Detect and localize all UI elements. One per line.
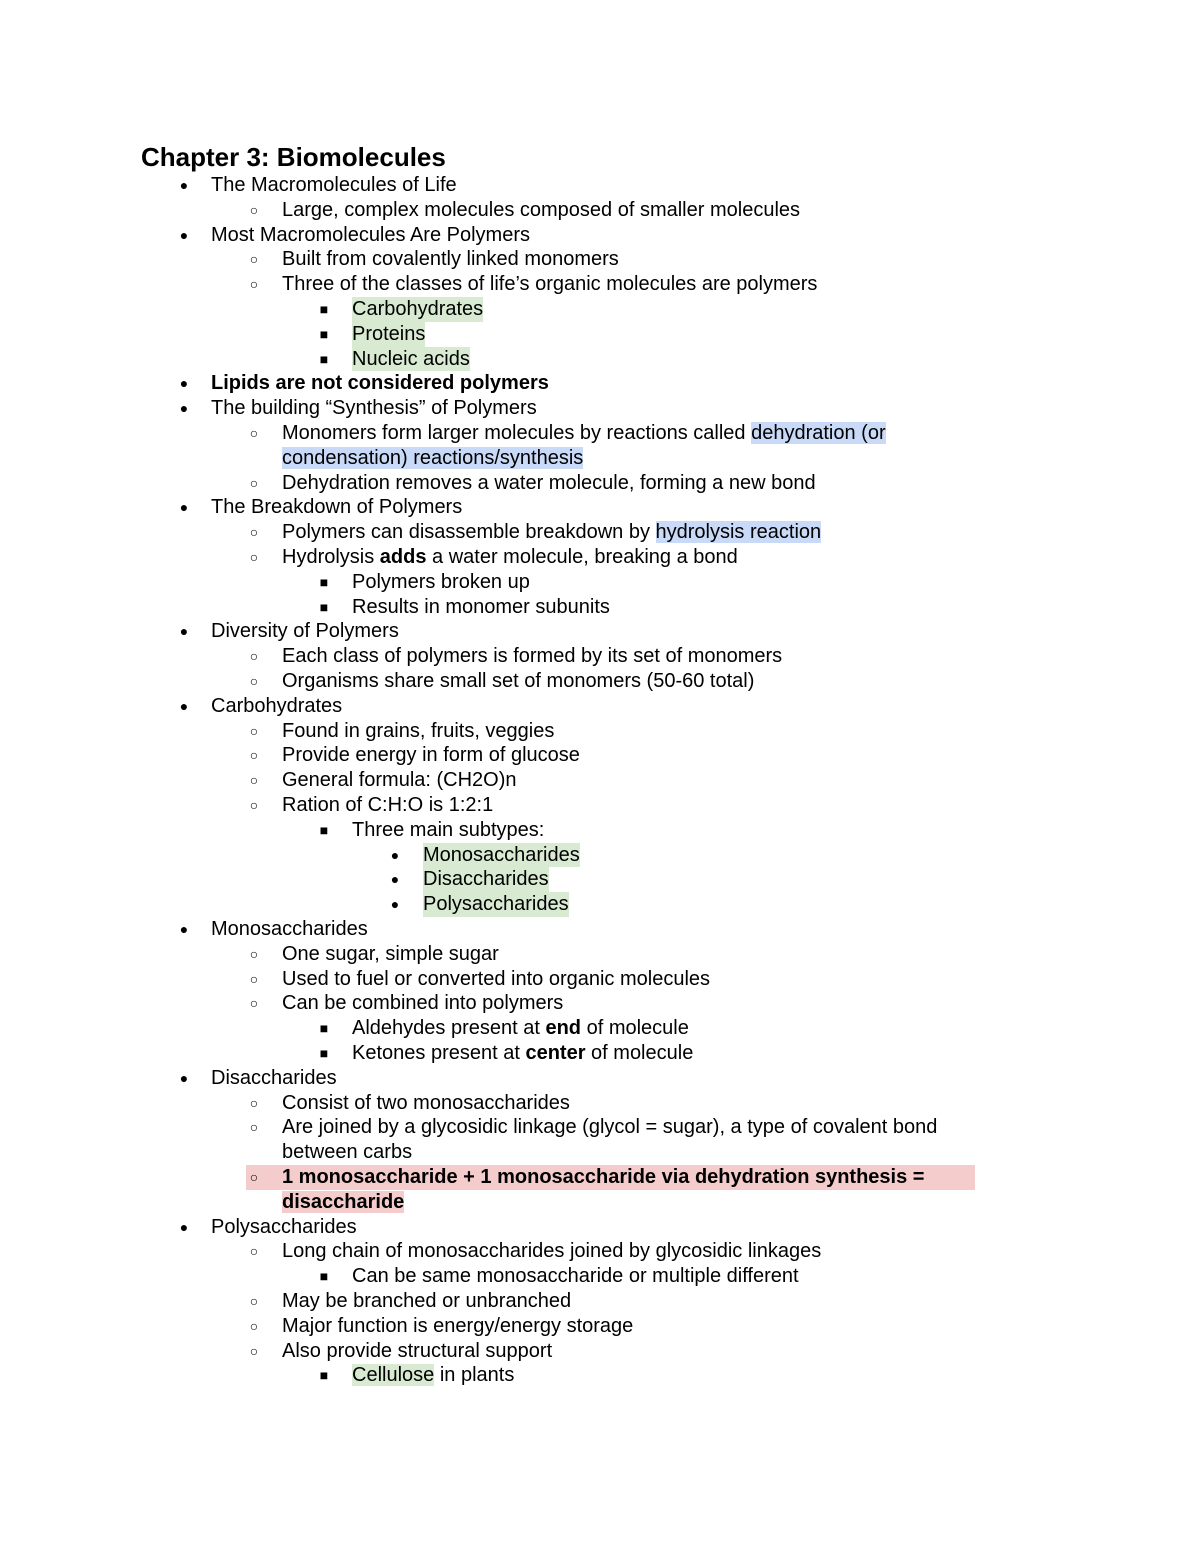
- bullet-icon: ■: [319, 1020, 329, 1037]
- text-run: May be branched or unbranched: [282, 1290, 572, 1312]
- outline-item: [0, 198, 1200, 223]
- bullet-icon: ●: [179, 177, 189, 193]
- bullet-icon: ○: [249, 995, 259, 1012]
- item-text: [423, 892, 569, 917]
- item-text: [352, 347, 470, 372]
- bullet-icon: ■: [319, 1268, 329, 1285]
- text-run: Used to fuel or converted into organic molecules: [282, 967, 711, 990]
- item-text: [282, 1289, 571, 1314]
- item-text: [282, 719, 554, 744]
- item-text: [352, 297, 483, 322]
- outline-item: [0, 297, 1200, 322]
- outline-item: [0, 644, 1200, 669]
- item-text: [282, 198, 800, 223]
- outline-item: [0, 1239, 1200, 1264]
- outline-item: [0, 421, 1200, 446]
- bullet-icon: ○: [249, 722, 259, 739]
- bullet-icon: ○: [249, 474, 259, 491]
- item-text: [211, 619, 399, 644]
- text-run: 1 monosaccharide + 1 monosaccharide via dehydration synthesis =: [282, 1166, 925, 1188]
- bullet-icon: ○: [249, 648, 259, 665]
- text-run: Disaccharides: [211, 1066, 337, 1089]
- item-text: [352, 1041, 693, 1066]
- text-run: Cellulose: [352, 1364, 435, 1387]
- outline-item: [0, 371, 1200, 396]
- item-text: [282, 1165, 924, 1190]
- text-run: Proteins: [352, 322, 426, 345]
- bullet-icon: ○: [249, 276, 259, 293]
- bullet-icon: ●: [390, 871, 400, 888]
- bullet-icon: ○: [249, 201, 259, 218]
- bullet-icon: ○: [249, 1243, 259, 1260]
- bullet-icon: ○: [249, 747, 259, 764]
- text-run: end: [545, 1017, 582, 1040]
- bullet-icon: ■: [319, 350, 329, 367]
- outline-item: [0, 223, 1200, 248]
- bullet-icon: ■: [319, 1367, 329, 1384]
- item-text: [211, 495, 462, 520]
- text-run: Carbohydrates: [352, 298, 484, 320]
- text-run: The Macromolecules of Life: [211, 174, 457, 196]
- bullet-icon: ○: [249, 772, 259, 789]
- outline-item: [0, 570, 1200, 595]
- bullet-icon: ●: [179, 226, 189, 243]
- item-text: [211, 917, 368, 942]
- item-text: [282, 471, 816, 496]
- item-text: [211, 396, 537, 421]
- text-run: Also provide structural support: [282, 1339, 553, 1362]
- outline-item: [0, 272, 1200, 297]
- text-run: Long chain of monosaccharides joined by glycosidic linkages: [282, 1240, 822, 1263]
- item-text: [282, 1190, 404, 1215]
- page-title: Chapter 3: Biomolecules: [141, 142, 446, 172]
- bullet-icon: ○: [249, 1317, 259, 1334]
- text-run: The building “Synthesis” of Polymers: [211, 397, 537, 420]
- item-text: [282, 1140, 412, 1165]
- bullet-icon: ○: [249, 549, 259, 565]
- text-run: Ration of C:H:O is 1:2:1: [282, 794, 494, 816]
- outline-item: [0, 619, 1200, 644]
- outline-item: [0, 1140, 1200, 1165]
- bullet-icon: ●: [390, 846, 400, 863]
- bullet-icon: ●: [179, 697, 189, 714]
- outline-item: [0, 1016, 1200, 1041]
- item-text: [282, 1339, 552, 1364]
- item-text: [282, 446, 583, 471]
- bullet-icon: ●: [179, 921, 189, 937]
- item-text: [282, 942, 499, 967]
- text-run: hydrolysis reaction: [655, 521, 822, 544]
- item-text: [282, 793, 493, 818]
- item-text: [352, 595, 610, 620]
- outline-item: [0, 768, 1200, 793]
- text-run: Hydrolysis: [282, 546, 380, 568]
- item-text: [282, 247, 619, 272]
- outline-item: [0, 743, 1200, 768]
- outline-item: [0, 1091, 1200, 1116]
- outline-item: [0, 991, 1200, 1016]
- outline-item: [0, 719, 1200, 744]
- text-run: Most Macromolecules Are Polymers: [211, 223, 530, 246]
- outline-item: [0, 1115, 1200, 1140]
- item-text: [282, 1115, 937, 1140]
- outline-item: [0, 694, 1200, 719]
- item-text: [282, 743, 580, 768]
- item-text: [282, 1091, 570, 1116]
- text-run: dehydration (or: [751, 422, 886, 444]
- outline-item: [0, 247, 1200, 272]
- text-run: Monosaccharides: [423, 843, 580, 866]
- item-text: [352, 1363, 514, 1388]
- text-run: Three of the classes of life’s organic molecules are polymers: [282, 273, 818, 296]
- text-run: Consist of two monosaccharides: [282, 1091, 570, 1114]
- item-text: [211, 1066, 337, 1091]
- bullet-icon: ●: [179, 375, 189, 392]
- item-text: [282, 1314, 633, 1339]
- outline-item: [0, 818, 1200, 843]
- bullet-icon: ○: [249, 425, 259, 441]
- text-run: Disaccharides: [423, 868, 549, 891]
- bullet-icon: ■: [319, 325, 329, 342]
- outline-item: [0, 1289, 1200, 1314]
- bullet-icon: ○: [249, 251, 259, 268]
- text-run: Polysaccharides: [423, 893, 569, 916]
- text-run: Polymers broken up: [352, 570, 530, 593]
- outline-item: [0, 1190, 1200, 1215]
- outline-item: [0, 545, 1200, 570]
- bullet-icon: ○: [249, 1342, 259, 1359]
- outline-item: [0, 892, 1200, 917]
- text-run: Three main subtypes:: [352, 818, 545, 841]
- text-run: Monosaccharides: [211, 918, 368, 940]
- item-text: [282, 669, 754, 694]
- item-text: [282, 520, 821, 545]
- item-text: [211, 173, 457, 198]
- bullet-icon: ●: [179, 1069, 189, 1086]
- outline-item: [0, 471, 1200, 496]
- outline-item: [0, 1066, 1200, 1091]
- bullet-icon: ■: [319, 1045, 329, 1061]
- text-run: Monomers form larger molecules by reactions called: [282, 422, 752, 444]
- text-run: The Breakdown of Polymers: [211, 496, 463, 519]
- outline-item: [0, 843, 1200, 868]
- text-run: One sugar, simple sugar: [282, 942, 499, 965]
- text-run: Polymers can disassemble breakdown by: [282, 521, 656, 544]
- text-run: center: [525, 1042, 586, 1064]
- item-text: [352, 570, 530, 595]
- text-run: in plants: [434, 1364, 515, 1387]
- item-text: [282, 967, 710, 992]
- text-run: between carbs: [282, 1141, 413, 1164]
- item-text: [282, 768, 517, 793]
- outline-item: [0, 793, 1200, 818]
- bullet-icon: ■: [319, 301, 329, 317]
- text-run: Built from covalently linked monomers: [282, 248, 619, 271]
- text-run: Large, complex molecules composed of smaller molecules: [282, 198, 801, 221]
- text-run: Nucleic acids: [352, 347, 470, 370]
- outline-item: [0, 942, 1200, 967]
- text-run: General formula: (CH2O)n: [282, 769, 517, 792]
- text-run: Major function is energy/energy storage: [282, 1314, 634, 1337]
- bullet-icon: ○: [249, 970, 259, 987]
- item-text: [282, 644, 782, 669]
- text-run: Dehydration removes a water molecule, forming a new bond: [282, 471, 816, 494]
- outline-item: [0, 1264, 1200, 1289]
- text-run: Lipids are not considered polymers: [211, 372, 549, 395]
- item-text: [423, 867, 549, 892]
- bullet-icon: ○: [249, 1119, 259, 1136]
- item-text: [352, 1264, 799, 1289]
- item-text: [423, 843, 580, 868]
- outline-item: [0, 1165, 1200, 1190]
- outline-item: [0, 396, 1200, 421]
- outline-item: [0, 595, 1200, 620]
- item-text: [211, 371, 549, 396]
- text-run: of molecule: [581, 1017, 689, 1040]
- text-run: Carbohydrates: [211, 694, 343, 717]
- text-run: a water molecule, breaking a bond: [426, 546, 738, 568]
- bullet-icon: ●: [179, 400, 189, 417]
- item-text: [352, 818, 544, 843]
- outline-item: [0, 347, 1200, 372]
- outline-item: [0, 1314, 1200, 1339]
- item-text: [352, 322, 425, 347]
- text-run: Ketones present at: [352, 1042, 526, 1064]
- bullet-icon: ■: [319, 598, 329, 615]
- outline-item: [0, 669, 1200, 694]
- item-text: [282, 1239, 821, 1264]
- outline-item: [0, 173, 1200, 198]
- outline-item: [0, 1339, 1200, 1364]
- text-run: Diversity of Polymers: [211, 620, 399, 643]
- outline-item: [0, 1215, 1200, 1240]
- text-run: Found in grains, fruits, veggies: [282, 719, 555, 742]
- text-run: Aldehydes present at: [352, 1017, 546, 1040]
- bullet-icon: ○: [249, 945, 259, 962]
- bullet-icon: ●: [390, 896, 400, 913]
- text-run: Organisms share small set of monomers (50-60 total): [282, 670, 755, 692]
- bullet-icon: ●: [179, 623, 189, 640]
- item-text: [282, 421, 886, 446]
- item-text: [211, 1215, 357, 1240]
- bullet-icon: ○: [249, 1169, 259, 1185]
- item-text: [282, 272, 817, 297]
- bullet-icon: ●: [179, 499, 189, 516]
- text-run: adds: [379, 546, 427, 568]
- text-run: disaccharide: [282, 1190, 405, 1213]
- outline-item: [0, 1363, 1200, 1388]
- bullet-icon: ○: [249, 1293, 259, 1309]
- outline-item: [0, 917, 1200, 942]
- text-run: Polysaccharides: [211, 1215, 357, 1238]
- text-run: Results in monomer subunits: [352, 595, 610, 618]
- text-run: of molecule: [585, 1042, 694, 1064]
- bullet-icon: ●: [179, 1218, 189, 1235]
- bullet-icon: ■: [319, 573, 329, 590]
- bullet-icon: ○: [249, 797, 259, 813]
- item-text: [282, 545, 738, 570]
- bullet-icon: ○: [249, 1094, 259, 1111]
- text-run: Can be combined into polymers: [282, 992, 564, 1015]
- outline-item: [0, 495, 1200, 520]
- text-run: condensation) reactions/synthesis: [282, 446, 584, 469]
- item-text: [211, 223, 530, 248]
- item-text: [352, 1016, 689, 1041]
- bullet-icon: ■: [319, 821, 329, 838]
- item-text: [282, 991, 563, 1016]
- outline-item: [0, 322, 1200, 347]
- text-run: Can be same monosaccharide or multiple different: [352, 1265, 799, 1288]
- outline-item: [0, 967, 1200, 992]
- bullet-icon: ○: [249, 524, 259, 541]
- bullet-icon: ○: [249, 673, 259, 689]
- item-text: [211, 694, 342, 719]
- text-run: Are joined by a glycosidic linkage (glycol = sugar), a type of covalent bond: [282, 1116, 938, 1139]
- text-run: Each class of polymers is formed by its set of monomers: [282, 645, 783, 668]
- outline-item: [0, 446, 1200, 471]
- text-run: Provide energy in form of glucose: [282, 744, 580, 767]
- outline-item: [0, 520, 1200, 545]
- outline-item: [0, 1041, 1200, 1066]
- outline-item: [0, 867, 1200, 892]
